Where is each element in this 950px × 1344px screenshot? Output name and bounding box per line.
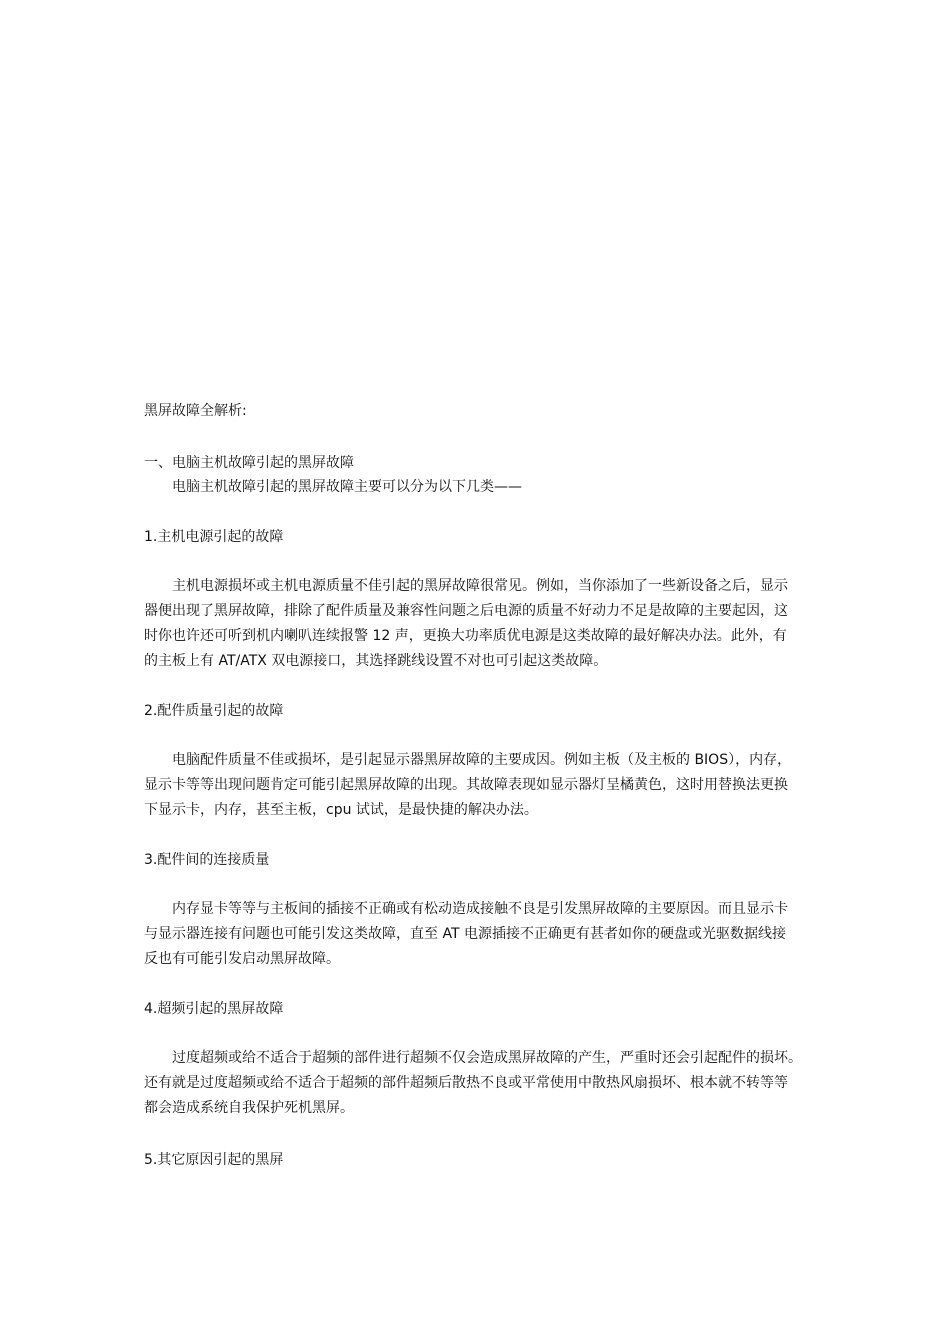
paragraph-line: 过度超频或给不适合于超频的部件进行超频不仅会造成黑屏故障的产生，严重时还会引起配件的损坏。 [172, 1050, 802, 1066]
section-intro: 电脑主机故障引起的黑屏故障主要可以分为以下几类—— [172, 479, 522, 495]
paragraph-line: 都会造成系统自我保护死机黑屏。 [144, 1100, 354, 1116]
paragraph-line: 电脑配件质量不佳或损坏，是引起显示器黑屏故障的主要成因。例如主板（及主板的 BIOS），内存， [172, 752, 792, 768]
paragraph-line: 时你也许还可听到机内喇叭连续报警 12 声，更换大功率质优电源是这类故障的最好解决办法。此外，有 [144, 628, 787, 644]
paragraph-line: 的主板上有 AT/ATX 双电源接口，其选择跳线设置不对也可引起这类故障。 [144, 653, 608, 669]
section-heading: 一、电脑主机故障引起的黑屏故障 [144, 455, 354, 471]
paragraph-line: 主机电源损坏或主机电源质量不佳引起的黑屏故障很常见。例如，当你添加了一些新设备之后，显示 [172, 578, 788, 594]
paragraph-line: 下显示卡，内存，甚至主板，cpu 试试，是最快捷的解决办法。 [144, 802, 538, 818]
document-title: 黑屏故障全解析: [144, 403, 247, 419]
paragraph-line: 与显示器连接有问题也可能引发这类故障，直至 AT 电源插接不正确更有甚者如你的硬盘或光驱数据线接 [144, 926, 786, 942]
subsection-heading-5: 5.其它原因引起的黑屏 [144, 1152, 284, 1168]
paragraph-line: 显示卡等等出现问题肯定可能引起黑屏故障的出现。其故障表现如显示器灯呈橘黄色，这时用替换法更换 [144, 777, 788, 793]
paragraph-line: 内存显卡等等与主板间的插接不正确或有松动造成接触不良是引发黑屏故障的主要原因。而且显示卡 [172, 901, 788, 917]
paragraph-line: 反也有可能引发启动黑屏故障。 [144, 951, 340, 967]
subsection-heading-1: 1.主机电源引起的故障 [144, 529, 284, 545]
subsection-heading-3: 3.配件间的连接质量 [144, 852, 270, 868]
paragraph-line: 还有就是过度超频或给不适合于超频的部件超频后散热不良或平常使用中散热风扇损坏、根本就不转等等 [144, 1075, 788, 1091]
subsection-heading-2: 2.配件质量引起的故障 [144, 703, 284, 719]
paragraph-line: 器便出现了黑屏故障，排除了配件质量及兼容性问题之后电源的质量不好动力不足是故障的主要起因，这 [144, 603, 788, 619]
subsection-heading-4: 4.超频引起的黑屏故障 [144, 1001, 284, 1017]
